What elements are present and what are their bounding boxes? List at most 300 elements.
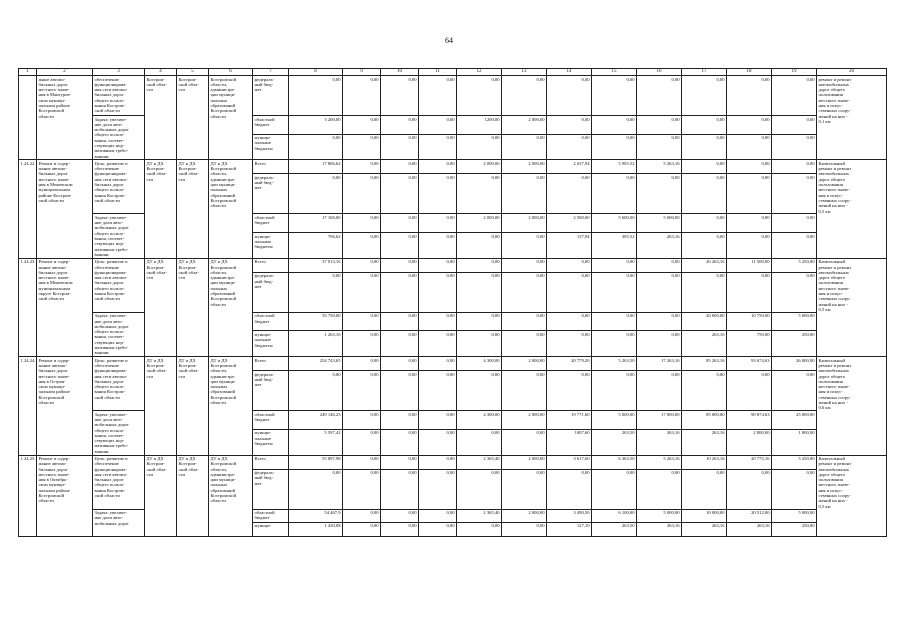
amount-cell: 0,00 xyxy=(343,258,381,272)
amount-cell: 2 637,94 xyxy=(547,160,592,174)
amount-cell: 0,00 xyxy=(592,174,637,214)
amount-cell: 0,00 xyxy=(343,357,381,371)
recipient-cell: ДТ и ДХ Костромской области, администра- ции муници- пальных образований Костромской области xyxy=(209,258,253,356)
amount-cell: 0,00 xyxy=(419,312,457,331)
funding-source-cell: муници- xyxy=(253,522,289,536)
amount-cell: 250,00 xyxy=(772,522,817,536)
amount-cell: 0,00 xyxy=(592,469,637,509)
amount-cell: 11 500,00 xyxy=(727,258,772,272)
amount-cell: 0,00 xyxy=(289,174,343,214)
amount-cell: 0,00 xyxy=(727,76,772,116)
amount-cell: 0,00 xyxy=(419,429,457,455)
column-number: 6 xyxy=(209,69,253,76)
column-number: 5 xyxy=(177,69,209,76)
result-cell: Капитальный ремонт и ремонт автомобильных дорог общего пользования местного значе- ния и искус- ственных соору- жений на них - 0,6 км xyxy=(817,357,887,455)
amount-cell: 2 000,00 xyxy=(502,214,547,233)
amount-cell: 0,00 xyxy=(502,134,547,160)
amount-cell: 1 263,16 xyxy=(289,331,343,357)
amount-cell: 0,00 xyxy=(343,429,381,455)
amount-cell: 0,00 xyxy=(419,214,457,233)
amount-cell: 0,00 xyxy=(772,116,817,135)
task-cell: Задача: увеличе- ние доли авто- мобильных дорог общего пользо- вания, соответ- ствующих нор- мативным требо- ваниям xyxy=(93,411,145,455)
table-row xyxy=(19,160,887,174)
column-number: 16 xyxy=(637,69,682,76)
amount-cell: 2 800,00 xyxy=(727,429,772,455)
amount-cell: 127,10 xyxy=(547,522,592,536)
amount-cell: 20 512,00 xyxy=(727,509,772,522)
amount-cell: 5 000,00 xyxy=(592,411,637,430)
amount-cell: 0,00 xyxy=(547,174,592,214)
amount-cell: 0,00 xyxy=(343,76,381,116)
task-cell: Задача: увеличе- ние доли авто- мобильных дорог xyxy=(93,509,145,536)
amount-cell: 0,00 xyxy=(772,469,817,509)
amount-cell: 0,00 xyxy=(727,272,772,312)
amount-cell: 0,00 xyxy=(419,455,457,469)
amount-cell: 3 200,00 xyxy=(289,116,343,135)
table-row xyxy=(19,76,887,116)
amount-cell: 0,00 xyxy=(682,116,727,135)
amount-cell: 0,00 xyxy=(381,469,419,509)
amount-cell: 0,00 xyxy=(772,174,817,214)
executor-cell: ДТ и ДХ Костром- ской обла- сти xyxy=(145,357,177,455)
amount-cell: 263,16 xyxy=(637,429,682,455)
amount-cell: 0,00 xyxy=(547,272,592,312)
amount-cell: 0,00 xyxy=(381,429,419,455)
amount-cell: 0,00 xyxy=(289,469,343,509)
amount-cell: 0,00 xyxy=(457,174,502,214)
goal-cell: Цель: развитие и обеспечение функционирова- ния сети автомо- бильных дорог общего пользо- вания Костром- ской области xyxy=(93,357,145,411)
amount-cell: 0,00 xyxy=(343,272,381,312)
amount-cell: 0,00 xyxy=(727,371,772,411)
amount-cell: 0,00 xyxy=(419,160,457,174)
amount-cell: 0,00 xyxy=(419,469,457,509)
amount-cell: 0,00 xyxy=(381,411,419,430)
amount-cell: 0,00 xyxy=(381,331,419,357)
amount-cell: 0,00 xyxy=(682,134,727,160)
amount-cell: 26 000,00 xyxy=(772,357,817,371)
amount-cell: 20 263,16 xyxy=(682,258,727,272)
amount-cell: 5 263,16 xyxy=(637,160,682,174)
goal-cell: Цель: развитие и обеспечение функционирова- ния сети автомо- бильных дорог общего пользо- вания Костром- ской области xyxy=(93,455,145,509)
row-number-cell: 1.24.24. xyxy=(19,357,37,455)
amount-cell: 0,00 xyxy=(637,272,682,312)
amount-cell: 0,00 xyxy=(381,272,419,312)
column-number: 14 xyxy=(547,69,592,76)
amount-cell: 305,52 xyxy=(592,233,637,259)
amount-cell: 2 000,00 xyxy=(502,357,547,371)
amount-cell: 0,00 xyxy=(419,258,457,272)
customer-cell: Костром- ской обла- сти xyxy=(177,76,209,160)
amount-cell: 93 674,63 xyxy=(727,357,772,371)
amount-cell: 3 617,60 xyxy=(547,455,592,469)
funding-source-cell: Всего xyxy=(253,258,289,272)
amount-cell: 263,16 xyxy=(682,331,727,357)
amount-cell: 0,00 xyxy=(547,312,592,331)
amount-cell: 0,00 xyxy=(637,331,682,357)
program-table xyxy=(18,68,887,537)
amount-cell: 55 897,98 xyxy=(289,455,343,469)
amount-cell: 0,00 xyxy=(289,134,343,160)
amount-cell: 0,00 xyxy=(419,357,457,371)
amount-cell: 0,00 xyxy=(343,469,381,509)
amount-cell: 0,00 xyxy=(727,214,772,233)
amount-cell: 0,00 xyxy=(419,411,457,430)
column-number: 17 xyxy=(682,69,727,76)
amount-cell: 2 000,00 xyxy=(502,455,547,469)
goal-cell: обеспечение функционирова- ния сети автомо- бильных дорог общего пользо- вания Костром- ской области xyxy=(93,76,145,116)
customer-cell: ДТ и ДХ Костром- ской обла- сти xyxy=(177,258,209,356)
amount-cell: 0,00 xyxy=(502,331,547,357)
amount-cell: 750,00 xyxy=(727,331,772,357)
amount-cell: 4 300,00 xyxy=(457,411,502,430)
column-number: 3 xyxy=(93,69,145,76)
amount-cell: 17 263,16 xyxy=(637,357,682,371)
column-number: 11 xyxy=(419,69,457,76)
recipient-cell: ДТ и ДХ Костромской области, администра- ции муници- пальных образований Костромской области xyxy=(209,455,253,536)
amount-cell: 0,00 xyxy=(343,233,381,259)
customer-cell: ДТ и ДХ Костром- ской обла- сти xyxy=(177,160,209,258)
amount-cell: 17 000,00 xyxy=(637,411,682,430)
amount-cell: 0,00 xyxy=(502,429,547,455)
amount-cell: 0,00 xyxy=(637,116,682,135)
amount-cell: 17 100,00 xyxy=(289,214,343,233)
amount-cell: 1 430,08 xyxy=(289,522,343,536)
recipient-cell: Костромской области, администра- ции муници- пальных образований Костромской области xyxy=(209,76,253,160)
funding-source-cell: федераль- ный бюд- жет xyxy=(253,272,289,312)
amount-cell: 0,00 xyxy=(343,331,381,357)
amount-cell: 0,00 xyxy=(289,371,343,411)
amount-cell: 254 743,65 xyxy=(289,357,343,371)
amount-cell: 0,00 xyxy=(637,134,682,160)
amount-cell: 20 000,00 xyxy=(682,312,727,331)
column-number: 7 xyxy=(253,69,289,76)
amount-cell: 2 365,40 xyxy=(457,455,502,469)
funding-source-cell: областной бюджет xyxy=(253,214,289,233)
amount-cell: 0,00 xyxy=(381,174,419,214)
amount-cell: 0,00 xyxy=(547,371,592,411)
row-number-cell: 1.24.22. xyxy=(19,160,37,258)
amount-cell: 5 600,00 xyxy=(592,214,637,233)
result-cell: Капитальный ремонт и ремонт автомобильных дорог общего пользования местного значе- ния и искус- ственных соору- жений на них - 0,5 км xyxy=(817,455,887,536)
amount-cell: 263,16 xyxy=(682,429,727,455)
amount-cell: 0,00 xyxy=(727,160,772,174)
amount-cell: 0,00 xyxy=(547,469,592,509)
amount-cell: 0,00 xyxy=(502,469,547,509)
amount-cell: 0,00 xyxy=(592,371,637,411)
funding-source-cell: муници- пальные бюджеты xyxy=(253,134,289,160)
amount-cell: 0,00 xyxy=(502,312,547,331)
event-name-cell: Ремонт и содер- жание автомо- бильных дорог местного значе- ния в Межевском муниципальном округе Костром- ской области xyxy=(37,258,93,356)
amount-cell: 0,00 xyxy=(547,116,592,135)
result-cell: Капитальный ремонт и ремонт автомобильных дорог общего пользования местного значе- ния и искус- ственных соору- жений на них - 0,5 км xyxy=(817,160,887,258)
funding-source-cell: федераль- ный бюд- жет xyxy=(253,371,289,411)
goal-cell: Цель: развитие и обеспечение функционирова- ния сети автомо- бильных дорог общего пользо- вания Костром- ской области xyxy=(93,160,145,214)
funding-source-cell: областной бюджет xyxy=(253,411,289,430)
goal-cell: Цель: развитие и обеспечение функционирова- ния сети автомо- бильных дорог общего пользо- вания Костром- ской области xyxy=(93,258,145,312)
amount-cell: 0,00 xyxy=(772,214,817,233)
amount-cell: 0,00 xyxy=(682,76,727,116)
amount-cell: 0,00 xyxy=(682,272,727,312)
amount-cell: 0,00 xyxy=(343,509,381,522)
amount-cell: 0,00 xyxy=(637,371,682,411)
amount-cell: 0,00 xyxy=(457,76,502,116)
amount-cell: 10 750,00 xyxy=(727,312,772,331)
amount-cell: 0,00 xyxy=(637,174,682,214)
task-cell: Задача: увеличе- ние доли авто- мобильных дорог общего пользо- вания, соответ- ствующих нор- мативным требо- ваниям xyxy=(93,312,145,356)
task-cell: Задача: увеличе- ние доли авто- мобильных дорог общего пользо- вания, соответ- ствующих нор- мативным требо- ваниям xyxy=(93,116,145,160)
amount-cell: 54 467,9 xyxy=(289,509,343,522)
amount-cell: 0,00 xyxy=(592,312,637,331)
amount-cell: 249 146,23 xyxy=(289,411,343,430)
amount-cell: 0,00 xyxy=(772,233,817,259)
column-number: 1 xyxy=(19,69,37,76)
amount-cell: 37 013,16 xyxy=(289,258,343,272)
table-row xyxy=(19,258,887,272)
amount-cell: 0,00 xyxy=(457,272,502,312)
amount-cell: 17 806,62 xyxy=(289,160,343,174)
amount-cell: 2 000,00 xyxy=(457,214,502,233)
amount-cell: 5 263,16 xyxy=(637,455,682,469)
amount-cell: 1007,60 xyxy=(547,429,592,455)
amount-cell: 0,00 xyxy=(502,233,547,259)
amount-cell: 5 263,50 xyxy=(592,357,637,371)
amount-cell: 0,00 xyxy=(381,160,419,174)
row-number-cell: 1.24.23. xyxy=(19,258,37,356)
amount-cell: 263,16 xyxy=(637,522,682,536)
amount-cell: 0,00 xyxy=(457,312,502,331)
amount-cell: 0,00 xyxy=(419,174,457,214)
recipient-cell: ДТ и ДХ Костромской области, администра- ции муници- пальных образований Костромской области xyxy=(209,357,253,455)
event-name-cell: Ремонт и содер- жание автомо- бильных дорог местного значе- ния в Октябрь- ском муници- пальном районе Костромской области xyxy=(37,455,93,536)
customer-cell: ДТ и ДХ Костром- ской обла- сти xyxy=(177,455,209,536)
amount-cell: 0,00 xyxy=(457,331,502,357)
amount-cell: 0,00 xyxy=(419,331,457,357)
amount-cell: 0,00 xyxy=(381,455,419,469)
funding-source-cell: федераль- ный бюд- жет xyxy=(253,76,289,116)
executor-cell: ДТ и ДХ Костром- ской обла- сти xyxy=(145,455,177,536)
event-name-cell: жные автомо- бильных дорог местного значе- ния в Мантуров- ском муници- пальном районе Костромской области xyxy=(37,76,93,160)
amount-cell: 2 000,00 xyxy=(502,160,547,174)
amount-cell: 0,00 xyxy=(457,522,502,536)
amount-cell: 85 263,16 xyxy=(682,357,727,371)
amount-cell: 0,00 xyxy=(457,429,502,455)
amount-cell: 0,00 xyxy=(419,116,457,135)
funding-source-cell: муници- пальные бюджеты xyxy=(253,331,289,357)
amount-cell: 25 000,00 xyxy=(772,411,817,430)
amount-cell: 0,00 xyxy=(343,174,381,214)
amount-cell: 0,00 xyxy=(381,312,419,331)
amount-cell: 35 750,00 xyxy=(289,312,343,331)
amount-cell: 0,00 xyxy=(682,174,727,214)
funding-source-cell: муници- пальные бюджеты xyxy=(253,429,289,455)
amount-cell: 0,00 xyxy=(343,160,381,174)
column-number: 9 xyxy=(343,69,381,76)
amount-cell: 85 000,00 xyxy=(682,411,727,430)
amount-cell: 0,00 xyxy=(727,469,772,509)
amount-cell: 0,00 xyxy=(547,134,592,160)
amount-cell: 0,00 xyxy=(419,134,457,160)
column-number: 4 xyxy=(145,69,177,76)
amount-cell: 10 000,00 xyxy=(682,509,727,522)
amount-cell: 0,00 xyxy=(772,76,817,116)
amount-cell: 0,00 xyxy=(381,357,419,371)
amount-cell: 0,00 xyxy=(772,160,817,174)
amount-cell: 0,00 xyxy=(419,509,457,522)
executor-cell: Костром- ской обла- сти xyxy=(145,76,177,160)
amount-cell: 0,00 xyxy=(727,134,772,160)
amount-cell: 0,00 xyxy=(419,233,457,259)
amount-cell: 0,00 xyxy=(381,258,419,272)
amount-cell: 0,00 xyxy=(592,116,637,135)
amount-cell: 0,00 xyxy=(547,258,592,272)
amount-cell: 0,00 xyxy=(772,134,817,160)
amount-cell: 0,00 xyxy=(592,134,637,160)
amount-cell: 263,16 xyxy=(682,522,727,536)
amount-cell: 0,00 xyxy=(381,522,419,536)
amount-cell: 0,00 xyxy=(343,312,381,331)
amount-cell: 706,62 xyxy=(289,233,343,259)
amount-cell: 0,00 xyxy=(502,272,547,312)
amount-cell: 20 779,20 xyxy=(547,357,592,371)
amount-cell: 0,00 xyxy=(727,174,772,214)
amount-cell: 0,00 xyxy=(592,76,637,116)
amount-cell: 0,00 xyxy=(592,272,637,312)
amount-cell: 0,00 xyxy=(343,214,381,233)
amount-cell: 0,00 xyxy=(343,522,381,536)
amount-cell: 0,00 xyxy=(682,371,727,411)
amount-cell: 5 905,52 xyxy=(592,160,637,174)
amount-cell: 0,00 xyxy=(637,312,682,331)
table-row xyxy=(19,357,887,371)
amount-cell: 0,00 xyxy=(343,455,381,469)
result-cell: ремонт и ремонт автомобильных дорог общего пользования местного значе- ния и искус- ственных соору- жений на них - 0,1 км xyxy=(817,76,887,160)
amount-cell: 0,00 xyxy=(381,509,419,522)
amount-cell: 0,00 xyxy=(343,116,381,135)
amount-cell: 0,00 xyxy=(457,134,502,160)
task-cell: Задача: увеличе- ние доли авто- мобильных дорог общего пользо- вания, соответ- ствующих нор- мативным требо- ваниям xyxy=(93,214,145,258)
amount-cell: 0,00 xyxy=(419,272,457,312)
column-number: 20 xyxy=(817,69,887,76)
funding-source-cell: Всего xyxy=(253,160,289,174)
amount-cell: 20 775,16 xyxy=(727,455,772,469)
amount-cell: 0,00 xyxy=(772,371,817,411)
amount-cell: 0,00 xyxy=(381,134,419,160)
amount-cell: 2 000,00 xyxy=(502,411,547,430)
amount-cell: 263,50 xyxy=(592,429,637,455)
amount-cell: 0,00 xyxy=(502,258,547,272)
amount-cell: 5 000,00 xyxy=(637,214,682,233)
amount-cell: 5 000,00 xyxy=(637,509,682,522)
column-number: 19 xyxy=(772,69,817,76)
amount-cell: 0,00 xyxy=(502,76,547,116)
amount-cell: 263,16 xyxy=(727,522,772,536)
amount-cell: 0,00 xyxy=(343,411,381,430)
amount-cell: 5 250,00 xyxy=(772,258,817,272)
amount-cell: 5 250,00 xyxy=(772,455,817,469)
amount-cell: 10 263,16 xyxy=(682,455,727,469)
amount-cell: 0,00 xyxy=(502,522,547,536)
event-name-cell: Ремонт и содер- жание автомо- бильных дорог местного значе- ния в Межевском муниципальном районе Костром- ской области xyxy=(37,160,93,258)
executor-cell: ДТ и ДХ Костром- ской обла- сти xyxy=(145,160,177,258)
amount-cell: 6 363,50 xyxy=(592,455,637,469)
amount-cell: 1200,00 xyxy=(457,116,502,135)
result-cell: Капитальный ремонт и ремонт автомобильных дорог общего пользования местного значе- ния и искус- ственных соору- жений на них - 0,5 км xyxy=(817,258,887,356)
amount-cell: 0,00 xyxy=(637,258,682,272)
amount-cell: 0,00 xyxy=(289,272,343,312)
amount-cell: 0,00 xyxy=(343,371,381,411)
amount-cell: 0,00 xyxy=(381,371,419,411)
amount-cell: 0,00 xyxy=(592,331,637,357)
amount-cell: 0,00 xyxy=(682,233,727,259)
amount-cell: 0,00 xyxy=(381,233,419,259)
column-number: 8 xyxy=(289,69,343,76)
amount-cell: 4 300,00 xyxy=(457,357,502,371)
amount-cell: 2 365,40 xyxy=(457,509,502,522)
header-row xyxy=(19,69,887,76)
amount-cell: 250,00 xyxy=(772,331,817,357)
row-number-cell xyxy=(19,76,37,160)
funding-source-cell: областной бюджет xyxy=(253,312,289,331)
funding-source-cell: Всего xyxy=(253,455,289,469)
amount-cell: 0,00 xyxy=(457,258,502,272)
column-number: 15 xyxy=(592,69,637,76)
amount-cell: 0,00 xyxy=(289,76,343,116)
column-number: 13 xyxy=(502,69,547,76)
amount-cell: 19 771,60 xyxy=(547,411,592,430)
amount-cell: 0,00 xyxy=(682,214,727,233)
funding-source-cell: областной бюджет xyxy=(253,116,289,135)
amount-cell: 5 000,00 xyxy=(772,509,817,522)
column-number: 10 xyxy=(381,69,419,76)
amount-cell: 0,00 xyxy=(502,174,547,214)
amount-cell: 0,00 xyxy=(637,76,682,116)
amount-cell: 3 490,50 xyxy=(547,509,592,522)
amount-cell: 0,00 xyxy=(682,160,727,174)
amount-cell: 5 000,00 xyxy=(772,312,817,331)
amount-cell: 0,00 xyxy=(637,469,682,509)
amount-cell: 0,00 xyxy=(502,371,547,411)
funding-source-cell: Всего xyxy=(253,357,289,371)
column-number: 12 xyxy=(457,69,502,76)
column-number: 2 xyxy=(37,69,93,76)
amount-cell: 0,00 xyxy=(381,116,419,135)
funding-source-cell: областной бюджет xyxy=(253,509,289,522)
amount-cell: 0,00 xyxy=(343,134,381,160)
amount-cell: 0,00 xyxy=(419,76,457,116)
amount-cell: 0,00 xyxy=(457,371,502,411)
amount-cell: 0,00 xyxy=(457,233,502,259)
amount-cell: 0,00 xyxy=(419,522,457,536)
recipient-cell: ДТ и ДХ Костромской области, администра- ции муници- пальных образований Костромской области xyxy=(209,160,253,258)
amount-cell: 0,00 xyxy=(381,214,419,233)
amount-cell: 263,16 xyxy=(637,233,682,259)
amount-cell: 2 500,00 xyxy=(547,214,592,233)
amount-cell: 263,50 xyxy=(592,522,637,536)
funding-source-cell: федераль- ный бюд- жет xyxy=(253,469,289,509)
amount-cell: 0,00 xyxy=(547,76,592,116)
amount-cell: 0,00 xyxy=(682,469,727,509)
page-number: 64 xyxy=(445,36,453,45)
amount-cell: 0,00 xyxy=(727,233,772,259)
amount-cell: 0,00 xyxy=(727,116,772,135)
funding-source-cell: федераль- ный бюд- жет xyxy=(253,174,289,214)
amount-cell: 0,00 xyxy=(547,331,592,357)
event-name-cell: Ремонт и содер- жание автомо- бильных дорог местного значе- ния в Остров- ском муници- пальном районе Костромской области xyxy=(37,357,93,455)
amount-cell: 0,00 xyxy=(419,371,457,411)
table-row xyxy=(19,455,887,469)
amount-cell: 2 000,00 xyxy=(502,116,547,135)
amount-cell: 137,94 xyxy=(547,233,592,259)
